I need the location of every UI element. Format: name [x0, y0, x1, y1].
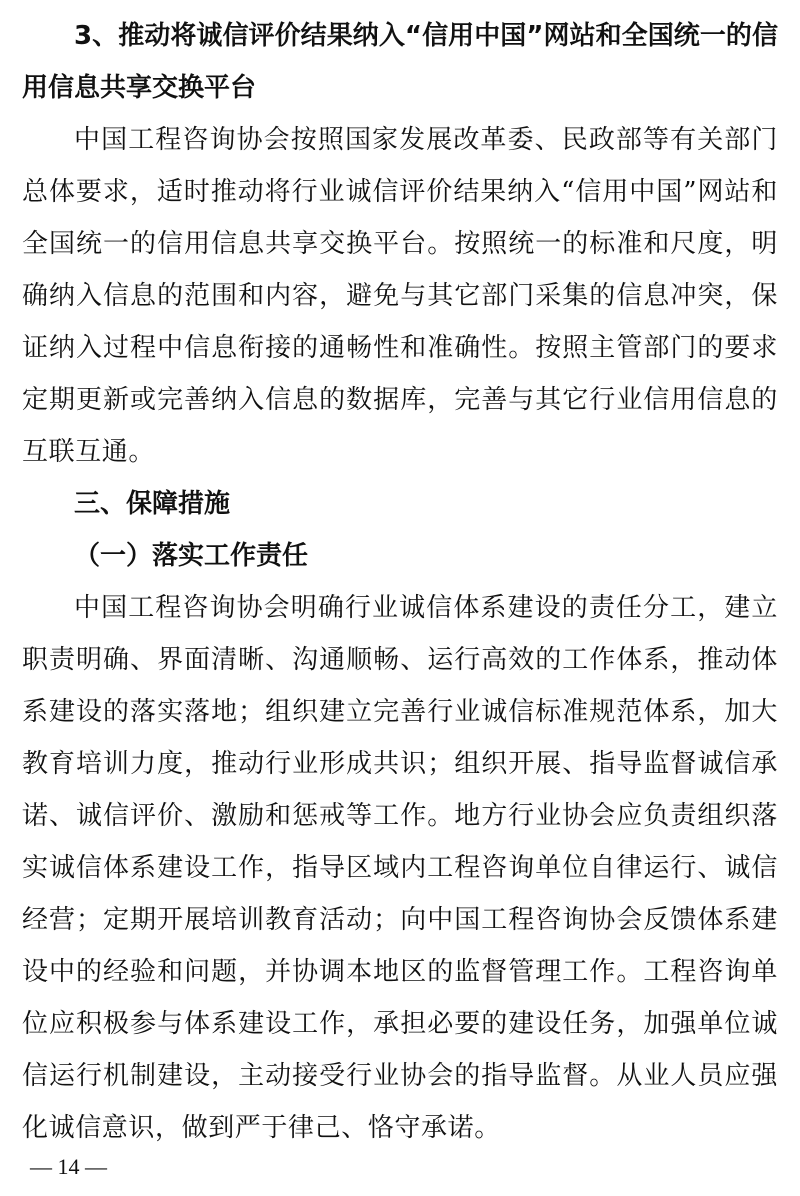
section-3-heading: 3、推动将诚信评价结果纳入“信用中国”网站和全国统一的信用信息共享交换平台 — [22, 21, 778, 103]
section-3-paragraph: 中国工程咨询协会按照国家发展改革委、民政部等有关部门总体要求，适时推动将行业诚信评价结果纳入“信用中国”网站和全国统一的信用信息共享交换平台。按照统一的标准和尺度，明确纳入信息的范围和内容，避免与其它部门采集的信息冲突，保证纳入过程中信息衔接的通畅性和准确性。按照主管部门的要求定期更新或完善纳入信息的数据库，完善与其它行业信用信息的互联互通。 — [22, 125, 778, 467]
subsection-heading: （一）落实工作责任 — [74, 541, 309, 571]
document-page — [22, 10, 778, 1154]
chapter-heading: 三、保障措施 — [74, 489, 231, 519]
page-number: — 14 — — [30, 1154, 107, 1179]
subsection-paragraph: 中国工程咨询协会明确行业诚信体系建设的责任分工，建立职责明确、界面清晰、沟通顺畅、运行高效的工作体系，推动体系建设的落实落地；组织建立完善行业诚信标准规范体系，加大教育培训力度，推动行业形成共识；组织开展、指导监督诚信承诺、诚信评价、激励和惩戒等工作。地方行业协会应负责组织落实诚信体系建设工作，指导区域内工程咨询单位自律运行、诚信经营；定期开展培训教育活动；向中国工程咨询协会反馈体系建设中的经验和问题，并协调本地区的监督管理工作。工程咨询单位应积极参与体系建设工作，承担必要的建设任务，加强单位诚信运行机制建设，主动接受行业协会的指导监督。从业人员应强化诚信意识，做到严于律己、恪守承诺。 — [22, 593, 778, 1143]
